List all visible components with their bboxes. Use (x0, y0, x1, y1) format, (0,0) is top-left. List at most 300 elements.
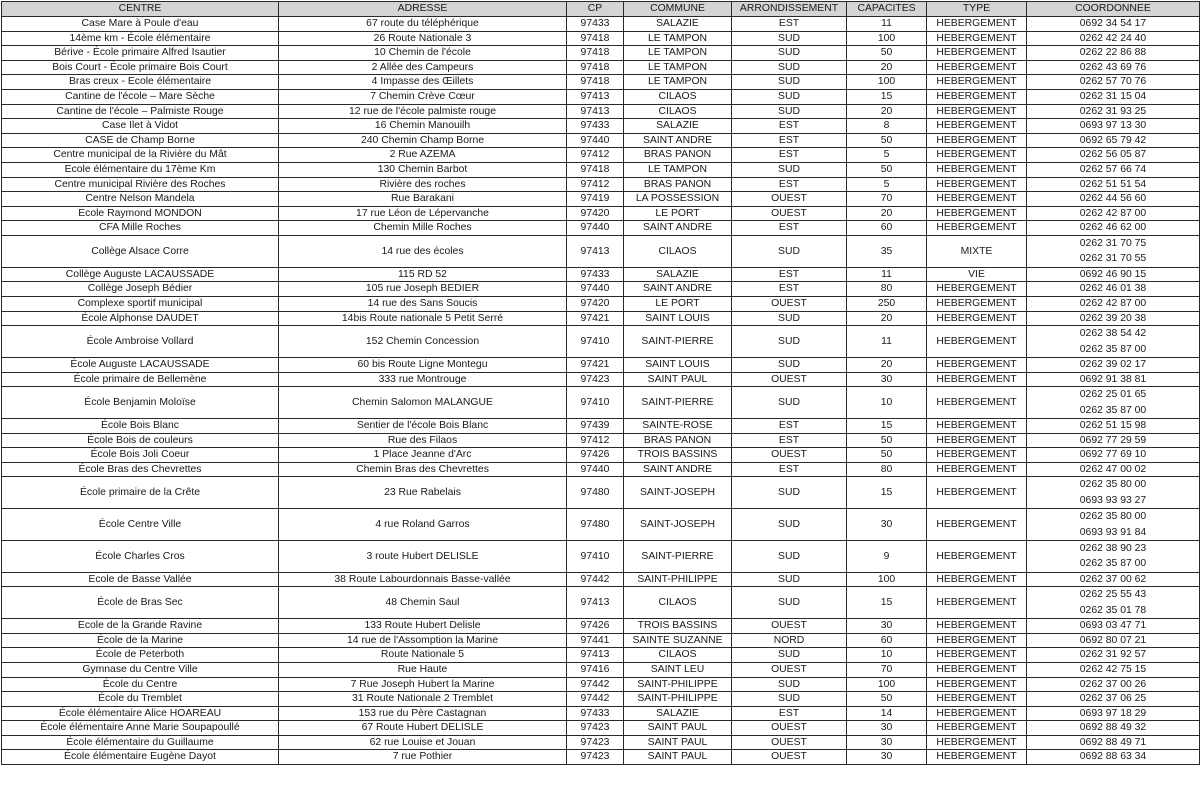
cell-centre: Collège Alsace Corre (2, 235, 279, 267)
table-row[interactable] (2, 31, 1200, 46)
cell-adresse: 7 rue Pothier (279, 750, 567, 765)
table-row[interactable] (2, 177, 1200, 192)
cell-cp: 97442 (567, 692, 624, 707)
table-row[interactable] (2, 648, 1200, 663)
cell-capacites: 50 (847, 448, 927, 463)
cell-centre: Cantine de l'école – Palmiste Rouge (2, 104, 279, 119)
cell-adresse: 16 Chemin Manouilh (279, 119, 567, 134)
cell-adresse: 240 Chemin Champ Borne (279, 133, 567, 148)
cell-commune: SAINT LEU (624, 662, 732, 677)
phone-number: 0692 80 07 21 (1079, 634, 1147, 646)
cell-coordonnee (1027, 148, 1200, 163)
table-row[interactable] (2, 17, 1200, 32)
cell-adresse: 7 Rue Joseph Hubert la Marine (279, 677, 567, 692)
cell-cp: 97413 (567, 648, 624, 663)
cell-type: HEBERGEMENT (927, 119, 1027, 134)
cell-coordonnee (1027, 104, 1200, 119)
table-row[interactable] (2, 448, 1200, 463)
phone-number: 0692 88 63 34 (1079, 751, 1147, 763)
cell-capacites: 30 (847, 721, 927, 736)
table-row[interactable] (2, 46, 1200, 61)
cell-cp: 97416 (567, 662, 624, 677)
cell-cp: 97413 (567, 104, 624, 119)
cell-cp: 97413 (567, 587, 624, 619)
cell-coordonnee (1027, 418, 1200, 433)
cell-type: HEBERGEMENT (927, 619, 1027, 634)
cell-arrondissement: EST (732, 418, 847, 433)
phone-number: 0262 35 80 00 (1079, 479, 1147, 491)
cell-type: HEBERGEMENT (927, 648, 1027, 663)
phone-number: 0692 65 79 42 (1079, 134, 1147, 146)
cell-type: HEBERGEMENT (927, 46, 1027, 61)
cell-capacites: 10 (847, 648, 927, 663)
table-row[interactable] (2, 633, 1200, 648)
phone-number: 0262 47 00 02 (1079, 463, 1147, 475)
table-row[interactable] (2, 89, 1200, 104)
table-row[interactable] (2, 311, 1200, 326)
table-row[interactable] (2, 148, 1200, 163)
table-row[interactable] (2, 357, 1200, 372)
cell-cp: 97480 (567, 477, 624, 509)
table-row[interactable] (2, 387, 1200, 419)
cell-capacites: 20 (847, 60, 927, 75)
cell-centre: École Centre Ville (2, 509, 279, 541)
phone-number: 0262 31 15 04 (1079, 90, 1147, 102)
phone-number: 0693 03 47 71 (1079, 620, 1147, 632)
cell-commune: CILAOS (624, 89, 732, 104)
centres-table (1, 1, 1200, 765)
cell-cp: 97419 (567, 192, 624, 207)
phone-number: 0262 31 93 25 (1079, 105, 1147, 117)
cell-capacites: 20 (847, 104, 927, 119)
cell-type: HEBERGEMENT (927, 31, 1027, 46)
phone-number: 0262 51 51 54 (1079, 178, 1147, 190)
cell-type: HEBERGEMENT (927, 17, 1027, 32)
cell-type: HEBERGEMENT (927, 692, 1027, 707)
cell-arrondissement: SUD (732, 357, 847, 372)
cell-coordonnee (1027, 587, 1200, 619)
cell-commune: SAINT-JOSEPH (624, 509, 732, 541)
cell-arrondissement: EST (732, 282, 847, 297)
cell-cp: 97421 (567, 357, 624, 372)
cell-arrondissement: EST (732, 267, 847, 282)
cell-adresse: 152 Chemin Concession (279, 326, 567, 358)
phone-number: 0262 37 00 62 (1079, 573, 1147, 585)
cell-type: HEBERGEMENT (927, 177, 1027, 192)
cell-coordonnee (1027, 433, 1200, 448)
cell-centre: Bras creux - Ecole élémentaire (2, 75, 279, 90)
cell-coordonnee (1027, 46, 1200, 61)
cell-cp: 97418 (567, 46, 624, 61)
cell-centre: École de la Marine (2, 633, 279, 648)
phone-number: 0262 37 06 25 (1079, 693, 1147, 705)
phone-number: 0262 38 90 23 (1079, 542, 1147, 554)
phone-number: 0262 46 01 38 (1079, 283, 1147, 295)
cell-coordonnee (1027, 119, 1200, 134)
cell-capacites: 30 (847, 372, 927, 387)
phone-number: 0693 97 18 29 (1079, 707, 1147, 719)
cell-centre: Bérive - École primaire Alfred Isautier (2, 46, 279, 61)
cell-coordonnee (1027, 89, 1200, 104)
cell-cp: 97423 (567, 721, 624, 736)
cell-type: HEBERGEMENT (927, 75, 1027, 90)
phone-number: 0262 43 69 76 (1079, 61, 1147, 73)
phone-number: 0262 39 20 38 (1079, 312, 1147, 324)
cell-type: HEBERGEMENT (927, 662, 1027, 677)
cell-centre: Centre municipal de la Rivière du Mât (2, 148, 279, 163)
cell-type: HEBERGEMENT (927, 477, 1027, 509)
cell-type: HEBERGEMENT (927, 509, 1027, 541)
cell-commune: SAINT LOUIS (624, 311, 732, 326)
cell-centre: Gymnase du Centre Ville (2, 662, 279, 677)
cell-cp: 97423 (567, 735, 624, 750)
cell-adresse: 14bis Route nationale 5 Petit Serré (279, 311, 567, 326)
cell-coordonnee (1027, 677, 1200, 692)
cell-cp: 97410 (567, 540, 624, 572)
cell-centre: Case Ilet à Vidot (2, 119, 279, 134)
phone-number: 0262 35 80 00 (1079, 511, 1147, 523)
table-row[interactable] (2, 677, 1200, 692)
table-row[interactable] (2, 433, 1200, 448)
cell-capacites: 5 (847, 177, 927, 192)
cell-commune: SAINT-JOSEPH (624, 477, 732, 509)
cell-type: HEBERGEMENT (927, 735, 1027, 750)
table-row[interactable] (2, 206, 1200, 221)
cell-commune: SAINT-PIERRE (624, 540, 732, 572)
cell-type: HEBERGEMENT (927, 750, 1027, 765)
column-header-cp[interactable]: CP (567, 2, 624, 17)
cell-arrondissement: SUD (732, 89, 847, 104)
cell-cp: 97413 (567, 89, 624, 104)
cell-centre: École Ambroise Vollard (2, 326, 279, 358)
column-header-capacites[interactable]: CAPACITES (847, 2, 927, 17)
cell-capacites: 30 (847, 750, 927, 765)
cell-commune: SAINTE SUZANNE (624, 633, 732, 648)
cell-arrondissement: EST (732, 462, 847, 477)
cell-arrondissement: SUD (732, 326, 847, 358)
cell-adresse: 10 Chemin de l'école (279, 46, 567, 61)
cell-commune: SAINT-PIERRE (624, 387, 732, 419)
table-row[interactable] (2, 75, 1200, 90)
cell-adresse: 62 rue Louise et Jouan (279, 735, 567, 750)
cell-adresse: 333 rue Montrouge (279, 372, 567, 387)
cell-commune: CILAOS (624, 648, 732, 663)
table-row[interactable] (2, 296, 1200, 311)
table-row[interactable] (2, 509, 1200, 541)
cell-cp: 97426 (567, 448, 624, 463)
cell-adresse: Sentier de l'école Bois Blanc (279, 418, 567, 433)
phone-number: 0692 46 90 15 (1079, 268, 1147, 280)
table-row[interactable] (2, 60, 1200, 75)
phone-number: 0262 35 01 78 (1079, 604, 1147, 616)
cell-commune: LA POSSESSION (624, 192, 732, 207)
table-row[interactable] (2, 235, 1200, 267)
cell-capacites: 100 (847, 572, 927, 587)
cell-cp: 97433 (567, 706, 624, 721)
cell-arrondissement: EST (732, 433, 847, 448)
cell-adresse: 31 Route Nationale 2 Tremblet (279, 692, 567, 707)
column-header-commune[interactable]: COMMUNE (624, 2, 732, 17)
cell-coordonnee (1027, 509, 1200, 541)
cell-adresse: Rue Barakani (279, 192, 567, 207)
phone-number: 0692 77 69 10 (1079, 449, 1147, 461)
column-header-type[interactable]: TYPE (927, 2, 1027, 17)
cell-adresse: 153 rue du Père Castagnan (279, 706, 567, 721)
cell-centre: Bois Court - École primaire Bois Court (2, 60, 279, 75)
cell-type: MIXTE (927, 235, 1027, 267)
cell-arrondissement: SUD (732, 509, 847, 541)
phone-number: 0262 35 87 00 (1079, 558, 1147, 570)
table-row[interactable] (2, 587, 1200, 619)
cell-capacites: 30 (847, 735, 927, 750)
cell-commune: LE TAMPON (624, 162, 732, 177)
table-row[interactable] (2, 477, 1200, 509)
cell-adresse: 48 Chemin Saul (279, 587, 567, 619)
cell-coordonnee (1027, 706, 1200, 721)
cell-type: HEBERGEMENT (927, 418, 1027, 433)
cell-capacites: 30 (847, 619, 927, 634)
phone-number: 0262 44 56 60 (1079, 193, 1147, 205)
cell-cp: 97426 (567, 619, 624, 634)
cell-cp: 97442 (567, 677, 624, 692)
cell-type: HEBERGEMENT (927, 89, 1027, 104)
cell-centre: École Bras des Chevrettes (2, 462, 279, 477)
header-row (2, 2, 1200, 17)
cell-cp: 97421 (567, 311, 624, 326)
cell-centre: École du Centre (2, 677, 279, 692)
cell-adresse: Route Nationale 5 (279, 648, 567, 663)
phone-number: 0262 25 55 43 (1079, 589, 1147, 601)
cell-coordonnee (1027, 296, 1200, 311)
cell-adresse: 115 RD 52 (279, 267, 567, 282)
cell-adresse: 60 bis Route Ligne Montegu (279, 357, 567, 372)
cell-centre: Collège Joseph Bédier (2, 282, 279, 297)
cell-type: HEBERGEMENT (927, 296, 1027, 311)
cell-adresse: Rue des Filaos (279, 433, 567, 448)
cell-type: HEBERGEMENT (927, 60, 1027, 75)
cell-capacites: 11 (847, 267, 927, 282)
cell-coordonnee (1027, 387, 1200, 419)
cell-cp: 97480 (567, 509, 624, 541)
cell-cp: 97412 (567, 433, 624, 448)
cell-commune: SALAZIE (624, 17, 732, 32)
cell-capacites: 50 (847, 162, 927, 177)
cell-commune: SAINT ANDRE (624, 462, 732, 477)
cell-centre: École Alphonse DAUDET (2, 311, 279, 326)
cell-adresse: 14 rue de l'Assomption la Marine (279, 633, 567, 648)
cell-cp: 97418 (567, 162, 624, 177)
cell-coordonnee (1027, 206, 1200, 221)
cell-coordonnee (1027, 75, 1200, 90)
cell-capacites: 100 (847, 75, 927, 90)
cell-centre: Ecole Raymond MONDON (2, 206, 279, 221)
cell-type: HEBERGEMENT (927, 133, 1027, 148)
cell-centre: École Auguste LACAUSSADE (2, 357, 279, 372)
table-row[interactable] (2, 326, 1200, 358)
cell-capacites: 20 (847, 357, 927, 372)
cell-coordonnee (1027, 721, 1200, 736)
table-row[interactable] (2, 662, 1200, 677)
phone-number: 0262 31 70 55 (1079, 253, 1147, 265)
cell-centre: École Charles Cros (2, 540, 279, 572)
phone-number: 0692 88 49 71 (1079, 736, 1147, 748)
cell-coordonnee (1027, 662, 1200, 677)
cell-coordonnee (1027, 192, 1200, 207)
cell-type: HEBERGEMENT (927, 587, 1027, 619)
column-header-adresse[interactable]: ADRESSE (279, 2, 567, 17)
cell-commune: SALAZIE (624, 267, 732, 282)
cell-capacites: 50 (847, 46, 927, 61)
cell-coordonnee (1027, 619, 1200, 634)
cell-arrondissement: OUEST (732, 192, 847, 207)
cell-adresse: Chemin Mille Roches (279, 221, 567, 236)
cell-adresse: 17 rue Léon de Lépervanche (279, 206, 567, 221)
cell-commune: SALAZIE (624, 706, 732, 721)
cell-commune: SALAZIE (624, 119, 732, 134)
cell-capacites: 250 (847, 296, 927, 311)
phone-number: 0262 56 05 87 (1079, 149, 1147, 161)
column-header-coordonnee[interactable]: COORDONNEE (1027, 2, 1200, 17)
cell-coordonnee (1027, 692, 1200, 707)
table-row[interactable] (2, 162, 1200, 177)
table-row[interactable] (2, 735, 1200, 750)
cell-arrondissement: SUD (732, 692, 847, 707)
cell-type: HEBERGEMENT (927, 448, 1027, 463)
phone-number: 0262 42 75 15 (1079, 663, 1147, 675)
cell-adresse: 26 Route Nationale 3 (279, 31, 567, 46)
cell-coordonnee (1027, 133, 1200, 148)
phone-number: 0262 57 70 76 (1079, 76, 1147, 88)
cell-arrondissement: SUD (732, 75, 847, 90)
cell-centre: Case Mare à Poule d'eau (2, 17, 279, 32)
cell-arrondissement: OUEST (732, 721, 847, 736)
cell-commune: LE TAMPON (624, 75, 732, 90)
table-row[interactable] (2, 418, 1200, 433)
cell-cp: 97410 (567, 387, 624, 419)
cell-coordonnee (1027, 235, 1200, 267)
cell-capacites: 14 (847, 706, 927, 721)
column-header-centre[interactable]: CENTRE (2, 2, 279, 17)
cell-arrondissement: OUEST (732, 448, 847, 463)
cell-commune: TROIS BASSINS (624, 619, 732, 634)
cell-capacites: 30 (847, 509, 927, 541)
table-row[interactable] (2, 282, 1200, 297)
table-row[interactable] (2, 372, 1200, 387)
cell-arrondissement: SUD (732, 572, 847, 587)
cell-commune: TROIS BASSINS (624, 448, 732, 463)
cell-centre: École élémentaire Alice HOAREAU (2, 706, 279, 721)
cell-coordonnee (1027, 633, 1200, 648)
cell-arrondissement: EST (732, 177, 847, 192)
cell-commune: CILAOS (624, 587, 732, 619)
cell-commune: SAINT PAUL (624, 750, 732, 765)
table-row[interactable] (2, 104, 1200, 119)
cell-arrondissement: SUD (732, 540, 847, 572)
table-body (2, 17, 1200, 765)
table-row[interactable] (2, 750, 1200, 765)
table-row[interactable] (2, 133, 1200, 148)
phone-number: 0262 35 87 00 (1079, 343, 1147, 355)
cell-cp: 97423 (567, 750, 624, 765)
cell-commune: LE TAMPON (624, 31, 732, 46)
cell-capacites: 50 (847, 133, 927, 148)
table-row[interactable] (2, 692, 1200, 707)
table-row[interactable] (2, 619, 1200, 634)
phone-number: 0692 77 29 59 (1079, 434, 1147, 446)
cell-adresse: 2 Allée des Campeurs (279, 60, 567, 75)
cell-commune: SAINT PAUL (624, 372, 732, 387)
cell-cp: 97440 (567, 462, 624, 477)
phone-number: 0693 93 91 84 (1079, 526, 1147, 538)
cell-centre: CFA Mille Roches (2, 221, 279, 236)
table-row[interactable] (2, 706, 1200, 721)
cell-commune: CILAOS (624, 104, 732, 119)
cell-coordonnee (1027, 162, 1200, 177)
phone-number: 0262 35 87 00 (1079, 404, 1147, 416)
cell-cp: 97413 (567, 235, 624, 267)
cell-coordonnee (1027, 750, 1200, 765)
cell-cp: 97420 (567, 206, 624, 221)
cell-centre: École Benjamin Moloïse (2, 387, 279, 419)
cell-commune: SAINT LOUIS (624, 357, 732, 372)
table-row[interactable] (2, 572, 1200, 587)
table-row[interactable] (2, 267, 1200, 282)
table-row[interactable] (2, 221, 1200, 236)
cell-adresse: 67 route du téléphérique (279, 17, 567, 32)
table-row[interactable] (2, 540, 1200, 572)
cell-adresse: 105 rue Joseph BEDIER (279, 282, 567, 297)
phone-number: 0693 93 93 27 (1079, 494, 1147, 506)
column-header-arrondissement[interactable]: ARRONDISSEMENT (732, 2, 847, 17)
cell-arrondissement: EST (732, 17, 847, 32)
cell-arrondissement: SUD (732, 587, 847, 619)
cell-cp: 97410 (567, 326, 624, 358)
cell-arrondissement: NORD (732, 633, 847, 648)
cell-capacites: 70 (847, 662, 927, 677)
phone-number: 0262 38 54 42 (1079, 328, 1147, 340)
cell-coordonnee (1027, 311, 1200, 326)
cell-adresse: 4 rue Roland Garros (279, 509, 567, 541)
cell-capacites: 50 (847, 433, 927, 448)
cell-cp: 97433 (567, 267, 624, 282)
cell-type: HEBERGEMENT (927, 148, 1027, 163)
cell-arrondissement: EST (732, 119, 847, 134)
cell-type: HEBERGEMENT (927, 540, 1027, 572)
table-row[interactable] (2, 119, 1200, 134)
cell-arrondissement: OUEST (732, 619, 847, 634)
cell-commune: SAINT-PHILIPPE (624, 692, 732, 707)
cell-coordonnee (1027, 177, 1200, 192)
table-row[interactable] (2, 192, 1200, 207)
cell-arrondissement: SUD (732, 477, 847, 509)
cell-cp: 97412 (567, 177, 624, 192)
cell-arrondissement: OUEST (732, 750, 847, 765)
cell-centre: CASE de Champ Borne (2, 133, 279, 148)
cell-arrondissement: EST (732, 133, 847, 148)
cell-type: HEBERGEMENT (927, 462, 1027, 477)
phone-number: 0262 37 00 26 (1079, 678, 1147, 690)
cell-adresse: 2 Rue AZEMA (279, 148, 567, 163)
cell-arrondissement: SUD (732, 104, 847, 119)
cell-centre: Centre municipal Rivière des Roches (2, 177, 279, 192)
cell-type: HEBERGEMENT (927, 221, 1027, 236)
table-row[interactable] (2, 721, 1200, 736)
table-row[interactable] (2, 462, 1200, 477)
cell-commune: SAINT PAUL (624, 735, 732, 750)
cell-adresse: 67 Route Hubert DELISLE (279, 721, 567, 736)
cell-adresse: 7 Chemin Crève Cœur (279, 89, 567, 104)
cell-coordonnee (1027, 357, 1200, 372)
